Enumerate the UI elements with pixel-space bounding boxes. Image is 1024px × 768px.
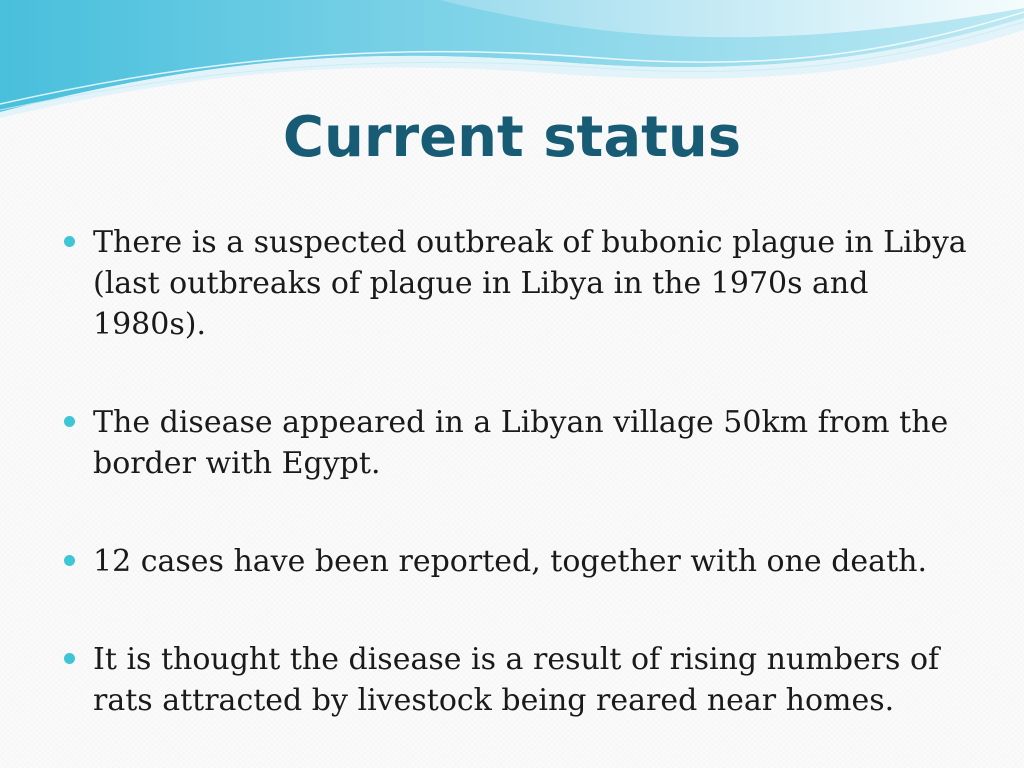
bullet-list: [60, 222, 980, 721]
bullet-dot-icon: [64, 555, 75, 566]
bullet-dot-icon: [64, 416, 75, 427]
bullet-dot-icon: [64, 236, 75, 247]
slide-title: Current status: [282, 105, 742, 170]
bullet-text: The disease appeared in a Libyan village 50km from the border with Egypt.: [93, 405, 949, 481]
bullet-text: There is a suspected outbreak of bubonic plague in Libya (last outbreaks of plague in Libya in the 1970s and 1980s).: [93, 225, 967, 342]
bullet-item: [60, 402, 980, 484]
bullet-item: [60, 639, 980, 721]
bullet-text: 12 cases have been reported, together with one death.: [93, 544, 927, 579]
bullet-item: [60, 222, 980, 345]
bullet-text: It is thought the disease is a result of rising numbers of rats attracted by livestock being reared near homes.: [93, 642, 940, 718]
bullet-dot-icon: [64, 653, 75, 664]
bullet-item: [60, 541, 980, 582]
